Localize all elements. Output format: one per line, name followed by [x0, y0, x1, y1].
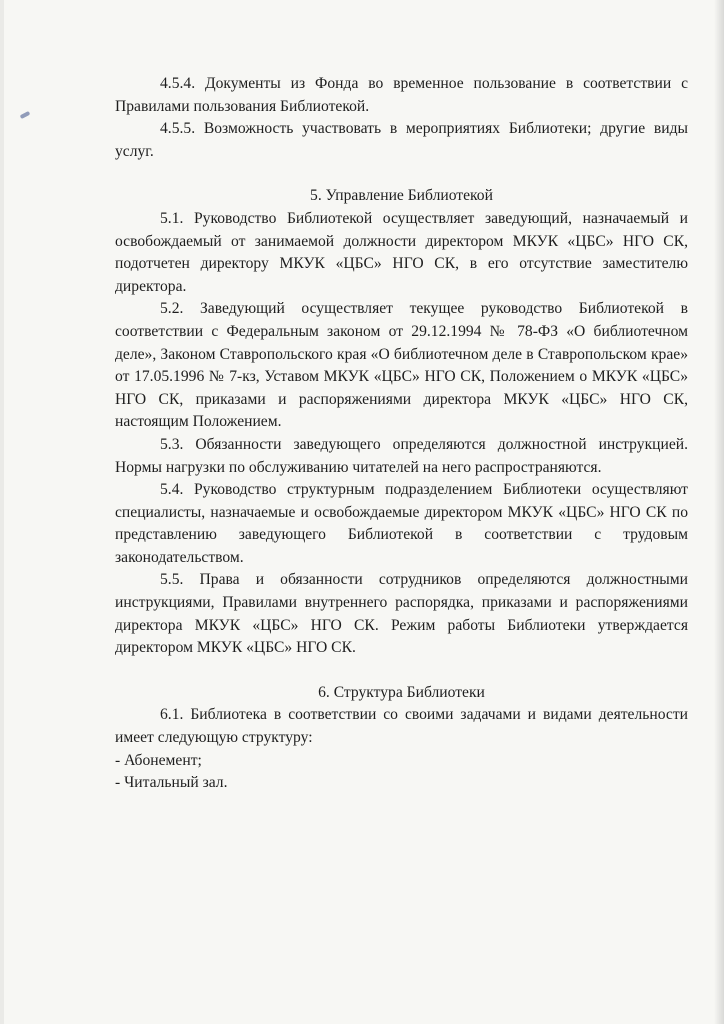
paragraph-4-5-4: 4.5.4. Документы из Фонда во временное пользование в соответствии с Правилами пользования Библиотекой.	[115, 75, 688, 115]
scan-right-edge	[714, 0, 724, 1024]
list-item-abonement: - Абонемент;	[115, 751, 202, 769]
section-5-heading: 5. Управление Библиотекой	[310, 187, 493, 205]
paragraph-5-1: 5.1. Руководство Библиотекой осуществляет заведующий, назначаемый и освобождаемый от занимаемой должности директором МКУК «ЦБС» НГО СК, подотчетен директору МКУК «ЦБС» НГО СК, в его отсутствие заместителю директора.	[115, 209, 688, 295]
scan-left-edge	[0, 0, 4, 1024]
paragraph-5-4: 5.4. Руководство структурным подразделением Библиотеки осуществляют специалисты, назначаемые и освобождаемые директором МКУК «ЦБС» НГО СК по представлению заведующего Библиотекой в соответствии с трудовым законодательством.	[115, 481, 688, 566]
paragraph-5-5: 5.5. Права и обязанности сотрудников определяются должностными инструкциями, Правилами внутреннего распорядка, приказами и распоряжениями директора МКУК «ЦБС» НГО СК. Режим работы Библиотеки утверждается директором МКУК «ЦБС» НГО СК.	[115, 571, 688, 657]
ink-mark	[20, 111, 31, 119]
paragraph-5-2: 5.2. Заведующий осуществляет текущее руководство Библиотекой в соответствии с Федеральным законом от 29.12.1994 № 78-ФЗ «О библиотечном деле», Законом Ставропольского края «О библиотечном деле в Ставропольском крае» от 17.05.1996 № 7-кз, Уставом МКУК «ЦБС» НГО СК, Положением о МКУК «ЦБС» НГО СК, приказами и распоряжениями директора МКУК «ЦБС» НГО СК, настоящим Положением.	[115, 300, 688, 431]
paragraph-5-3: 5.3. Обязанности заведующего определяются должностной инструкцией. Нормы нагрузки по обслуживанию читателей на него распространяются.	[115, 435, 688, 476]
paragraph-4-5-5: 4.5.5. Возможность участвовать в мероприятиях Библиотеки; другие виды услуг.	[115, 120, 688, 160]
paragraph-6-1: 6.1. Библиотека в соответствии со своими задачами и видами деятельности имеет следующую структуру:	[115, 706, 688, 747]
list-item-reading-room: - Читальный зал.	[115, 774, 228, 792]
document-body	[115, 73, 688, 795]
section-6-heading: 6. Структура Библиотеки	[318, 683, 485, 701]
